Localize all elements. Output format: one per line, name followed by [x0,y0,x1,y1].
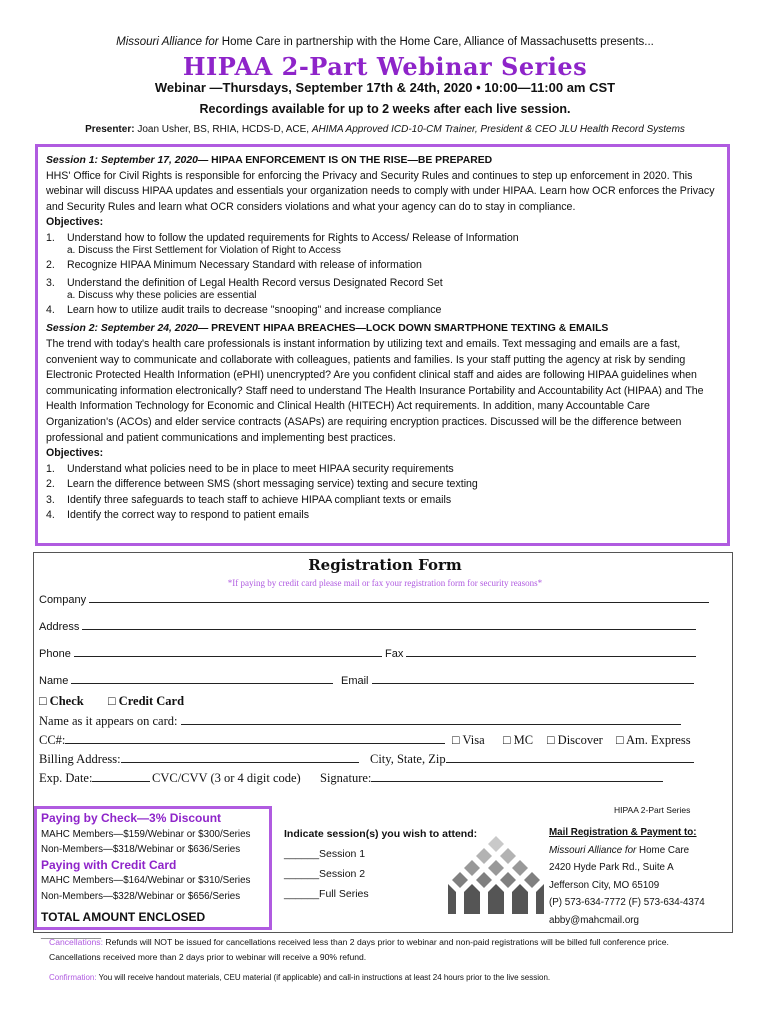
attend-label: Indicate session(s) you wish to attend: [284,828,478,840]
intro-line: Missouri Alliance for Home Care in partnership with the Home Care, Alliance of Massachusetts presents... [116,36,654,48]
mailing-city: Jefferson City, MO 65109 [549,879,660,891]
webinar-schedule: Webinar —Thursdays, September 17th & 24th, 2020 • 10:00—11:00 am CST [154,80,616,95]
cvc-field[interactable]: CVC/CVV (3 or 4 digit code) [152,771,301,785]
presenter-line: Presenter: Joan Usher, BS, RHIA, HCDS-D, ACE, AHIMA Approved ICD-10-CM Trainer, President & CEO JLU Health Record Systems [85,124,685,135]
attend-session2[interactable]: ______Session 2 [284,868,366,880]
mailing-info [549,824,705,929]
objective-item: 2. Recognize HIPAA Minimum Necessary Standard with release of information [46,258,422,271]
card-amex[interactable]: □ Am. Express [616,733,691,747]
mailing-phone: (P) 573-634-7772 (F) 573-634-4374 [549,897,705,908]
diamond-logo-icon [446,836,546,916]
check-option[interactable]: □ Check [39,694,84,708]
session2-objectives-label: Objectives: [46,447,104,460]
card-visa[interactable]: □ Visa [452,733,485,747]
session2-description: The trend with today's health care professionals is instant information by utilizing text and emails. Text messaging and emails are a fast, convenient way to communicate and collaborate with colleagues, patients and families. Is your staff putting the agency at risk by sending Electronic Protected Health Information (ePHI) unencrypted? Are you confident clinical staff and aides are following HIPAA guidelines when communicating information electronically? Staff need to understand The Health Insurance Portability and Accountability Act (HIPAA) and The Health Information Technology for Economic and Clinical Health (HITECH) Act requirements. In addition, many Accountable Care Organization's (ACOs) and elder service contracts (ASAPs) are requiring encryption practices. Discussed will be the difference between professional and patient communications and implementing best practices. [46,337,704,444]
registration-title: Registration Form [308,556,462,574]
page-title: HIPAA 2-Part Webinar Series [182,52,588,81]
cc-pricing-heading: Paying with Credit Card [41,857,177,872]
name-field[interactable]: Name [39,673,333,687]
pricing-box [34,806,272,940]
price-line: Non-Members—$318/Webinar or $636/Series [41,844,241,855]
objective-subitem: a. Discuss the First Settlement for Violation of Right to Access [67,244,341,256]
total-amount-field[interactable]: TOTAL AMOUNT ENCLOSED _________ [41,910,206,940]
session1-heading: Session 1: September 17, 2020— HIPAA ENFORCEMENT IS ON THE RISE—BE PREPARED [46,155,493,166]
email-field[interactable]: Email [341,673,694,687]
price-line: MAHC Members—$159/Webinar or $300/Series [41,828,251,840]
mailing-street: 2420 Hyde Park Rd., Suite A [549,862,674,873]
objective-subitem: a. Discuss why these policies are essential [67,289,257,301]
company-field[interactable]: Company [39,592,709,606]
recordings-note: Recordings available for up to 2 weeks after each live session. [199,102,571,116]
objective-item: 4. Learn how to utilize audit trails to decrease "snooping" and increase compliance [46,303,442,316]
mailing-label: Mail Registration & Payment to: [549,827,697,838]
billing-address-field[interactable]: Billing Address: [39,752,359,767]
session2-objectives [46,462,717,524]
phone-field[interactable]: Phone [39,646,382,660]
sessions-box [35,144,730,546]
mailing-email[interactable]: abby@mahcmail.org [549,914,639,926]
city-state-zip-field[interactable]: City, State, Zip [370,752,694,767]
credit-card-option[interactable]: □ Credit Card [108,694,185,708]
session1-objectives [46,231,717,318]
card-mc[interactable]: □ MC [503,733,534,747]
cancellation-policy: Cancellations: Refunds will NOT be issued for cancellations received less than 2 days prior to webinar and non-paid registrations will be billed full conference price. [49,937,669,947]
objective-item: 3. Understand the definition of Legal Health Record versus Designated Record Set [46,277,443,290]
objective-item: 1. Understand how to follow the updated requirements for Rights to Access/ Release of Information [46,231,519,244]
confirmation-note: Confirmation: You will receive handout materials, CEU material (if applicable) and call-in instructions at least 24 hours prior to the live session. [49,973,551,982]
cc-number-field[interactable]: CC#: [39,733,445,748]
objective-item: 1. Understand what policies need to be in place to meet HIPAA security requirements [46,462,454,475]
card-discover[interactable]: □ Discover [547,733,603,747]
fax-field[interactable]: Fax [385,646,696,660]
check-pricing-heading: Paying by Check—3% Discount [41,811,222,825]
session2-heading: Session 2: September 24, 2020— PREVENT HIPAA BREACHES—LOCK DOWN SMARTPHONE TEXTING & EMAILS [46,323,609,335]
objective-item: 2. Learn the difference between SMS (short messaging service) texting and secure texting [46,478,478,491]
cancellation-refund: Cancellations received more than 2 days prior to webinar will receive a 90% refund. [49,952,367,962]
objective-item: 4. Identify the correct way to respond to patient emails [46,509,310,522]
name-on-card-field[interactable]: Name as it appears on card: [39,714,681,729]
mailing-org: Missouri Alliance for Home Care [549,844,690,856]
signature-field[interactable]: Signature: [320,771,663,786]
objective-item: 3. Identify three safeguards to teach staff to achieve HIPAA compliant texts or emails [46,493,452,506]
attend-session1[interactable]: ______Session 1 [284,848,366,860]
registration-note: *If paying by credit card please mail or fax your registration form for security reasons* [227,578,543,588]
price-line: MAHC Members—$164/Webinar or $310/Series [41,875,251,886]
price-line: Non-Members—$328/Webinar or $656/Series [41,890,241,902]
series-tag: HIPAA 2-Part Series [614,805,691,815]
session1-objectives-label: Objectives: [46,216,104,229]
address-field[interactable]: Address [39,619,696,633]
exp-date-field[interactable]: Exp. Date: [39,771,150,786]
session1-description: HHS' Office for Civil Rights is responsible for enforcing the Privacy and Security Rules and continues to step up enforcement in 2020. This webinar will discuss HIPAA updates and essentials your organization needs to comply with under HIPAA. Learn how OCR enforces the Privacy and Security Rules and learn what OCR considers violations and what your agency can do to stay in compliance. [46,169,715,213]
attend-full-series[interactable]: ______Full Series [284,888,369,900]
